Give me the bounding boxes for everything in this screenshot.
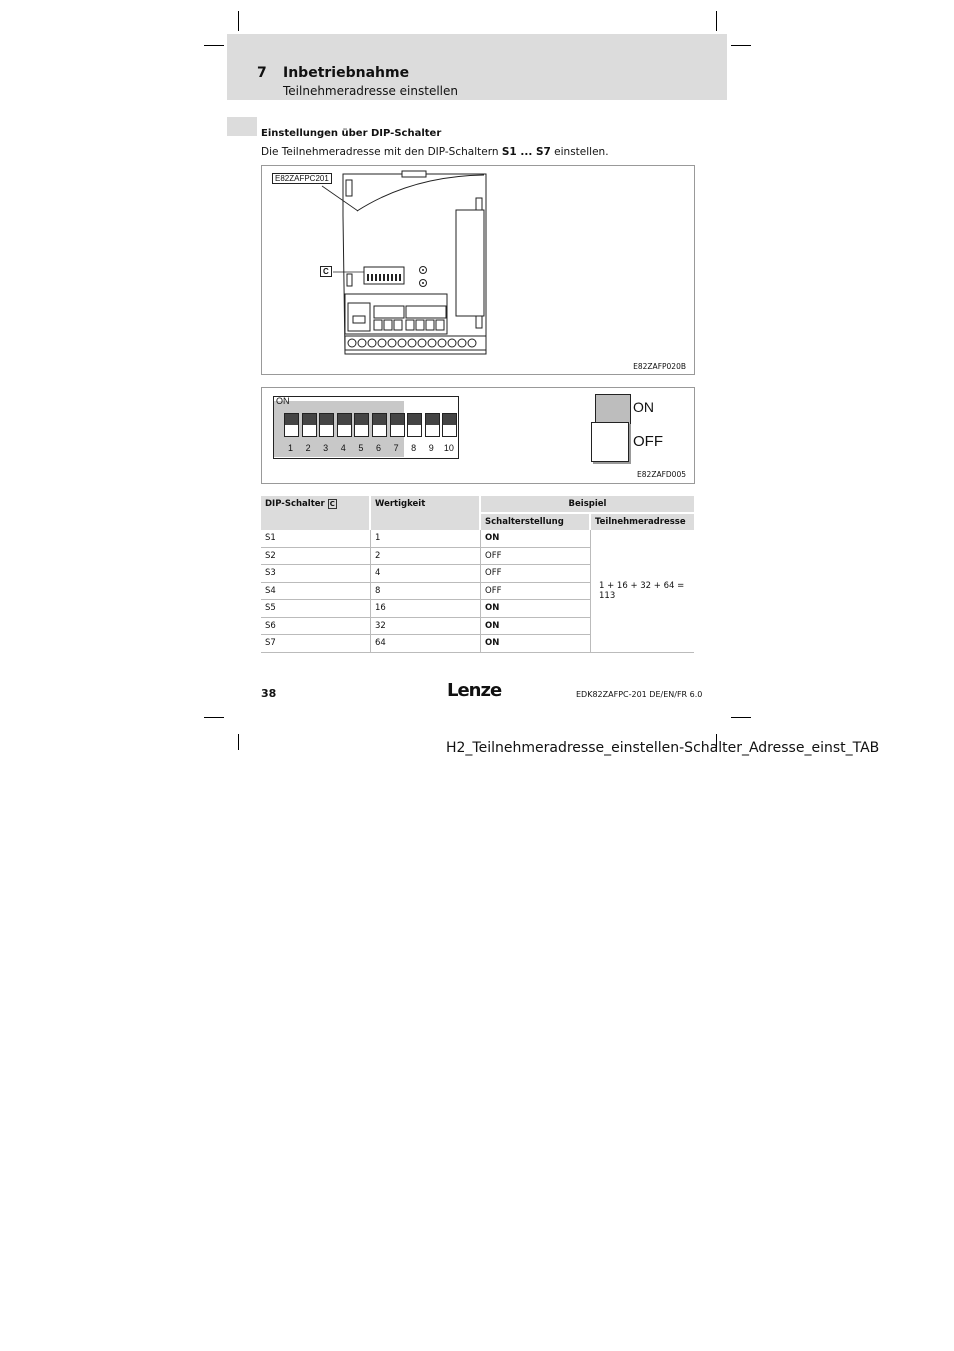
dip-table: [261, 496, 694, 653]
col-dip-header: DIP-Schalter C: [261, 496, 371, 530]
crop-mark: [716, 11, 717, 31]
crop-mark: [731, 45, 751, 46]
lenze-logo: Lenze: [447, 680, 502, 701]
state-cell: OFF: [481, 548, 591, 566]
state-cell: ON: [481, 600, 591, 618]
dip-switch-4: [337, 413, 352, 437]
state-cell: ON: [481, 618, 591, 636]
col-weight-header: Wertigkeit: [371, 496, 481, 530]
dip-switch-number: 5: [358, 443, 364, 453]
address-formula-cell: 1 + 16 + 32 + 64 = 113: [591, 530, 694, 653]
weight-cell: 16: [371, 600, 481, 618]
dip-switch-knob: [408, 414, 421, 425]
section-heading: Einstellungen über DIP-Schalter: [261, 128, 442, 139]
dip-switch-number: 10: [443, 443, 454, 453]
switch-cell: S5: [261, 600, 371, 618]
dip-switch-knob: [355, 414, 368, 425]
dip-switch-8: [407, 413, 422, 437]
weight-cell: 2: [371, 548, 481, 566]
dip-switch-5: [354, 413, 369, 437]
weight-cell: 32: [371, 618, 481, 636]
dip-switch-number: 4: [340, 443, 346, 453]
page-tag: H2_Teilnehmeradresse_einstellen-Schalter_Adresse_einst_TAB: [446, 740, 880, 756]
legend-off-label: OFF: [633, 433, 663, 450]
weight-cell: 4: [371, 565, 481, 583]
table-row: [261, 530, 694, 548]
intro-text: Die Teilnehmeradresse mit den DIP-Schaltern S1 ... S7 einstellen.: [261, 146, 609, 158]
col-position-header: Schalterstellung: [481, 514, 591, 530]
dip-switch-knob: [303, 414, 316, 425]
state-cell: OFF: [481, 565, 591, 583]
col-address-header: Teilnehmeradresse: [591, 514, 694, 530]
crop-mark: [204, 45, 224, 46]
legend-on-label: ON: [633, 399, 654, 415]
part-label: E82ZAFPC201: [272, 173, 332, 184]
weight-cell: 1: [371, 530, 481, 548]
dip-switch-knob: [426, 414, 439, 425]
dip-switch-knob: [391, 414, 404, 425]
switch-cell: S3: [261, 565, 371, 583]
dip-block: [273, 396, 459, 459]
switch-cell: S1: [261, 530, 371, 548]
dip-switch-2: [302, 413, 317, 437]
state-cell: ON: [481, 635, 591, 653]
switch-legend-off: [591, 422, 629, 462]
weight-cell: 8: [371, 583, 481, 601]
figure-id: E82ZAFD005: [637, 470, 686, 479]
switch-cell: S7: [261, 635, 371, 653]
switch-cell: S6: [261, 618, 371, 636]
col-example-header: Beispiel: [481, 496, 694, 514]
figure-id: E82ZAFP020B: [633, 362, 686, 371]
crop-mark: [238, 11, 239, 31]
switch-cell: S4: [261, 583, 371, 601]
dip-switch-3: [319, 413, 334, 437]
state-cell: OFF: [481, 583, 591, 601]
chapter-subtitle: Teilnehmeradresse einstellen: [283, 84, 458, 98]
side-tab: [227, 117, 257, 136]
callout-c: C: [320, 266, 332, 277]
dip-switch-knob: [373, 414, 386, 425]
page-number: 38: [261, 687, 277, 700]
dip-switch-number: 7: [393, 443, 399, 453]
dip-switch-knob: [338, 414, 351, 425]
device-figure: [261, 165, 695, 375]
dip-switch-knob: [443, 414, 456, 425]
chapter-header: [227, 34, 727, 100]
dip-switch-6: [372, 413, 387, 437]
dip-switch-number: 6: [375, 443, 381, 453]
dip-switch-10: [442, 413, 457, 437]
switch-cell: S2: [261, 548, 371, 566]
crop-mark: [204, 717, 224, 718]
dip-figure: [261, 387, 695, 484]
dip-switch-9: [425, 413, 440, 437]
dip-switch-1: [284, 413, 299, 437]
dip-switch-number: 2: [305, 443, 311, 453]
state-cell: ON: [481, 530, 591, 548]
crop-mark: [731, 717, 751, 718]
dip-switch-7: [390, 413, 405, 437]
chapter-number: 7: [257, 65, 267, 81]
dip-switch-knob: [320, 414, 333, 425]
dip-switch-number: 8: [411, 443, 417, 453]
dip-switch-number: 9: [428, 443, 434, 453]
chapter-title: Inbetriebnahme: [283, 65, 410, 81]
dip-on-label: ON: [276, 396, 290, 406]
doc-reference: EDK82ZAFPC-201 DE/EN/FR 6.0: [576, 690, 703, 699]
dip-switch-number: 3: [323, 443, 329, 453]
crop-mark: [238, 734, 239, 750]
dip-switch-knob: [285, 414, 298, 425]
dip-switch-number: 1: [287, 443, 293, 453]
switch-legend: [591, 394, 629, 462]
weight-cell: 64: [371, 635, 481, 653]
